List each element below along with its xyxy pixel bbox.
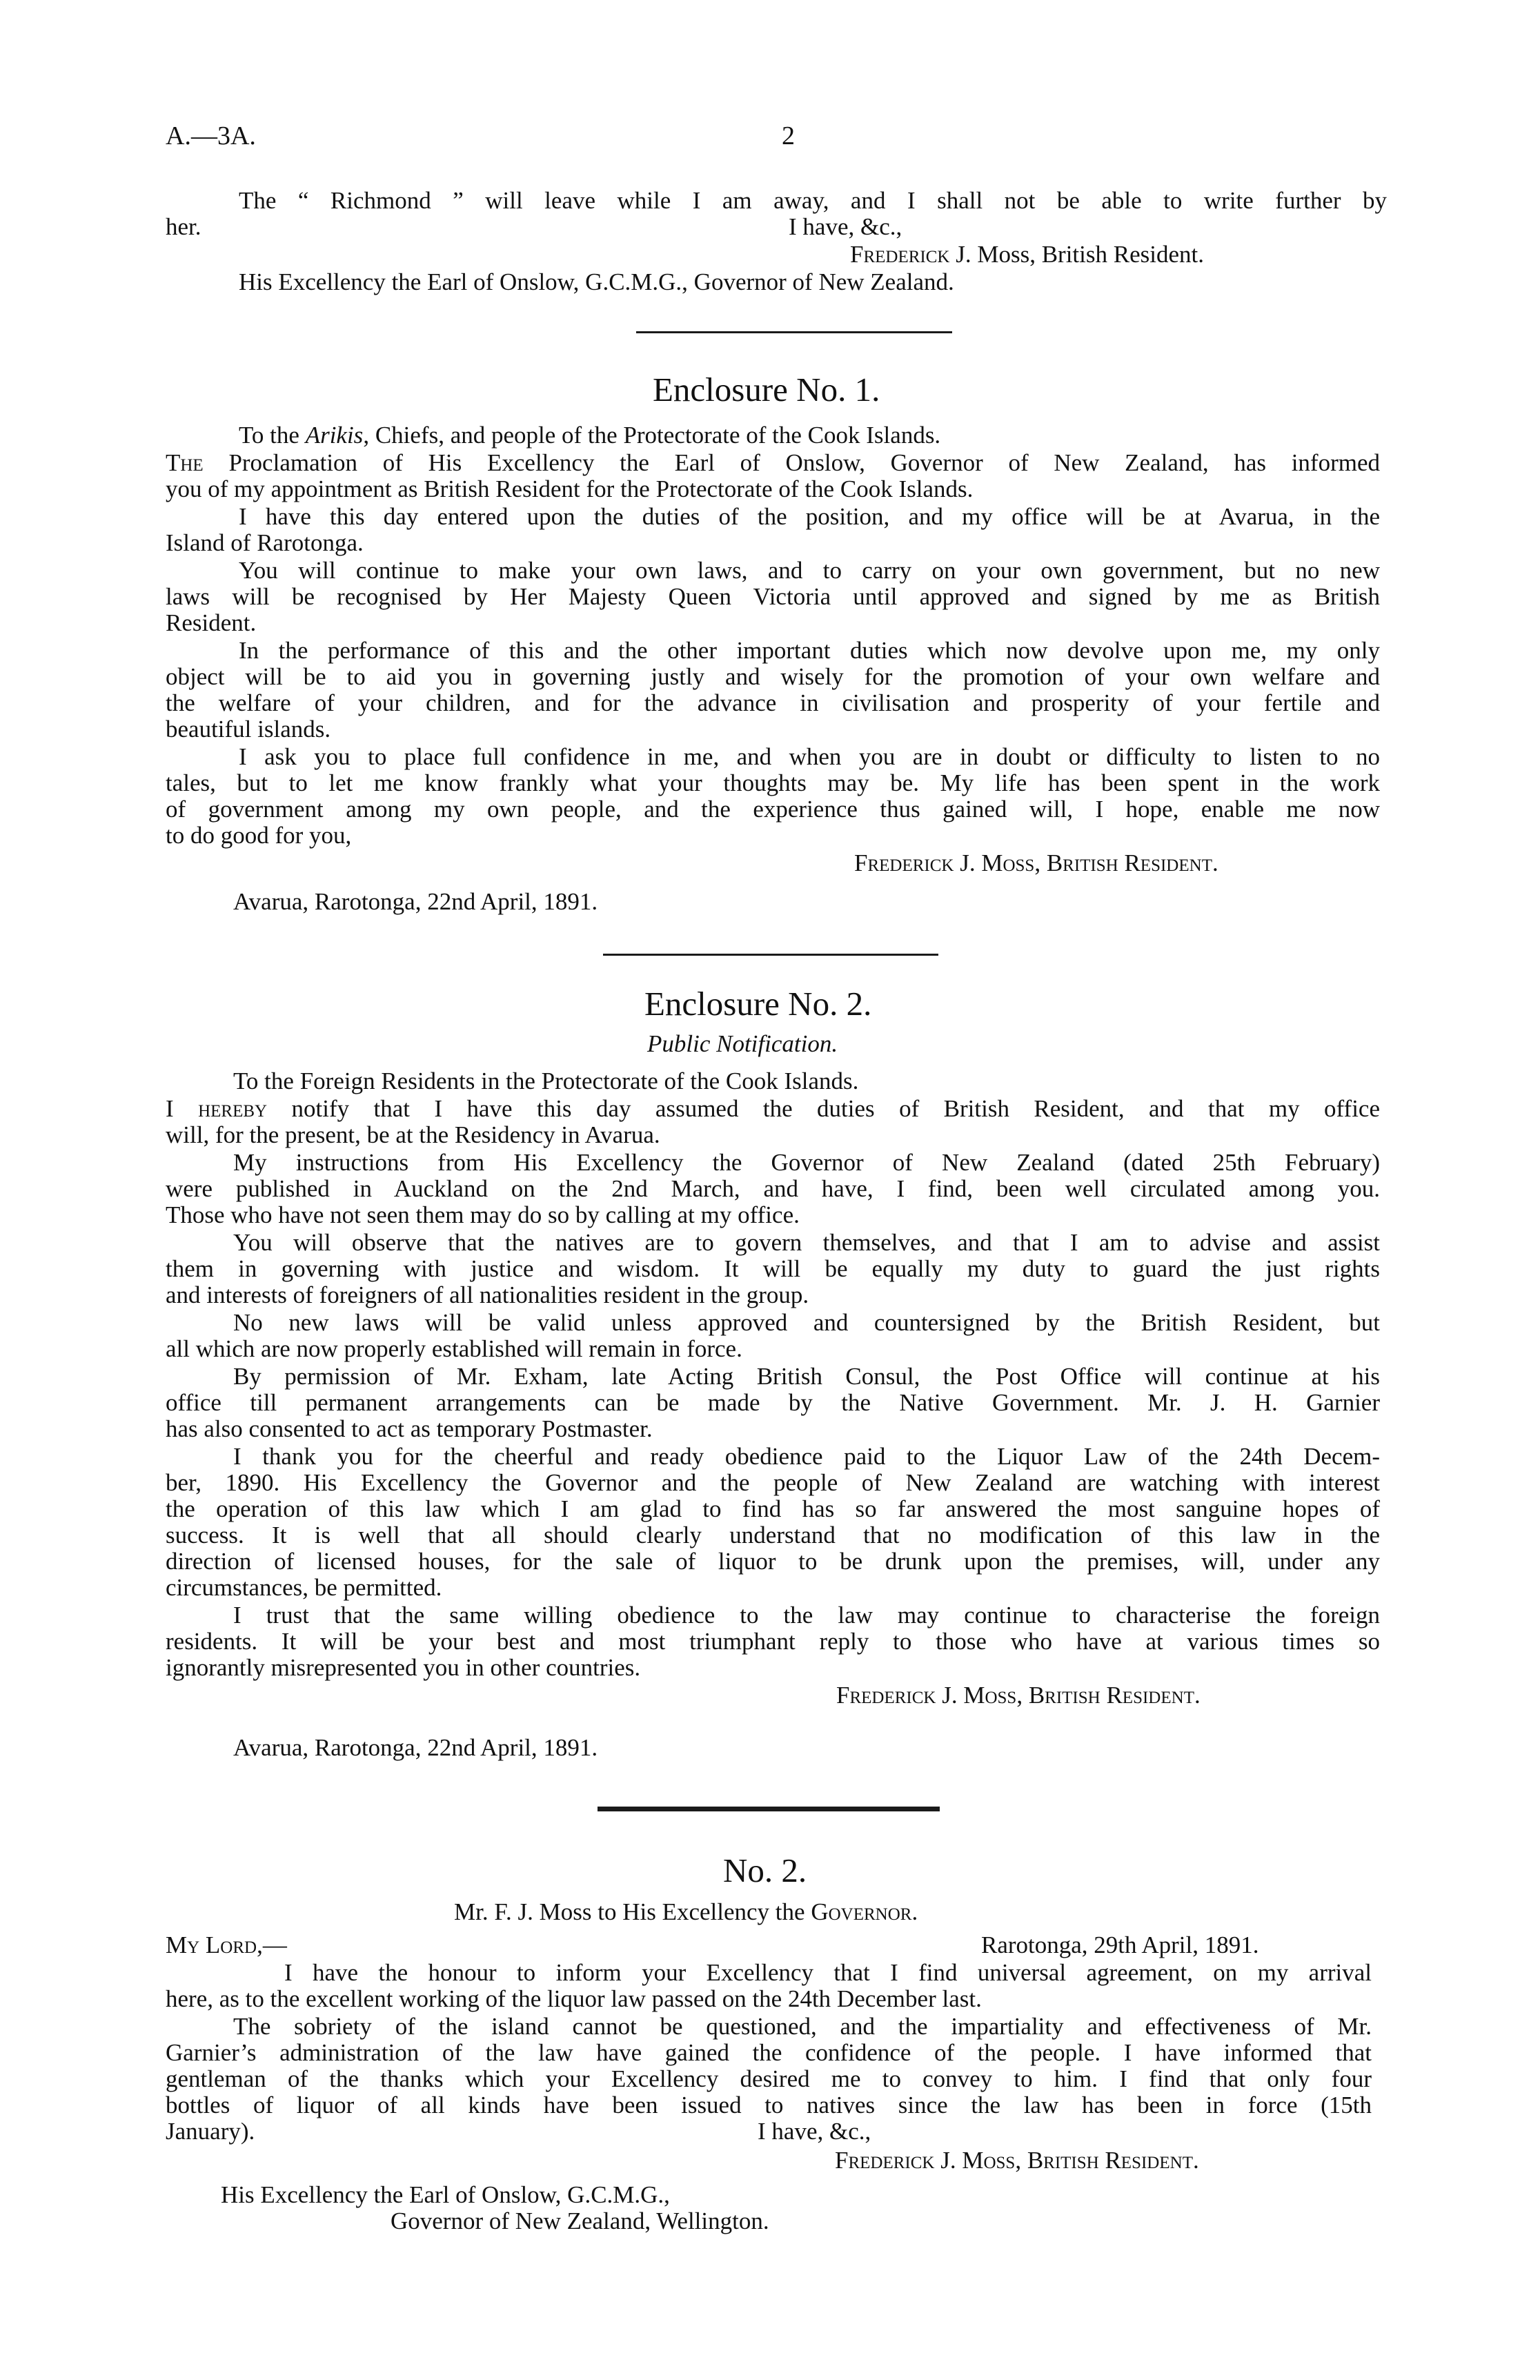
no2-signature: Frederick J. Moss, British Resident. [835,2147,1199,2174]
enclosure-2-to-line: To the Foreign Residents in the Protectorate of the Cook Islands. [233,1068,859,1094]
enclosure-2-line: I hereby notify that I have this day assumed the duties of British Resident, and that my office [166,1095,1380,1122]
enclosure-2-line: I trust that the same willing obedience to the law may continue to characterise the foreign [233,1602,1380,1629]
divider-1 [636,331,952,333]
no2-line: bottles of liquor of all kinds have been issued to natives since the law has been in force (15th [166,2092,1372,2118]
enclosure-1-line: The Proclamation of His Excellency the Earl of Onslow, Governor of New Zealand, has informed [166,449,1380,476]
enclosure-2-line: direction of licensed houses, for the sale of liquor to be drunk upon the premises, will, under any [166,1548,1380,1575]
page-number: 2 [782,121,795,150]
enclosure-2-line: residents. It will be your best and most triumphant reply to those who have at various times so [166,1628,1380,1655]
no2-salutation: My Lord,— [166,1931,287,1958]
enclosure-2-line: were published in Auckland on the 2nd March, and have, I find, been well circulated among you. [166,1175,1380,1202]
enclosure-1-line: tales, but to let me know frankly what your thoughts may be. My life has been spent in the work [166,769,1380,796]
enclosure-2-line: ber, 1890. His Excellency the Governor and the people of New Zealand are watching with interest [166,1469,1380,1496]
no2-line: January). [166,2118,255,2145]
no2-addressee-line-1: His Excellency the Earl of Onslow, G.C.M.G., [221,2181,670,2208]
enclosure-1-line: to do good for you, [166,822,352,849]
enclosure-2-line: Those who have not seen them may do so by calling at my office. [166,1201,800,1228]
enclosure-2-line: office till permanent arrangements can be made by the Native Government. Mr. J. H. Garnier [166,1389,1380,1416]
enclosure-1-line: object will be to aid you in governing justly and wisely for the promotion of your own welfare and [166,663,1380,690]
enclosure-2-line: the operation of this law which I am glad to find has so far answered the most sanguine hopes of [166,1495,1380,1522]
enclosure-2-line: circumstances, be permitted. [166,1574,442,1601]
enclosure-2-line: them in governing with justice and wisdom. It will be equally my duty to guard the just rights [166,1255,1380,1282]
enclosure-1-line: Island of Rarotonga. [166,529,364,556]
no2-closing: I have, &c., [758,2118,871,2145]
enclosure-1-title: Enclosure No. 1. [653,371,880,409]
enclosure-1-line: laws will be recognised by Her Majesty Queen Victoria until approved and signed by me as British [166,583,1380,610]
document-reference: A.—3A. [166,121,256,150]
enclosure-2-signature: Frederick J. Moss, British Resident. [836,1682,1201,1709]
enclosure-1-line: Resident. [166,609,257,636]
intro-signature-rest: J. Moss, British Resident. [949,241,1204,268]
enclosure-2-line: My instructions from His Excellency the Governor of New Zealand (dated 25th February) [233,1149,1380,1176]
intro-line-2-left: her. [166,213,201,240]
enclosure-1-signature: Frederick J. Moss, British Resident. [854,849,1218,876]
divider-3 [598,1807,940,1811]
enclosure-2-line: all which are now properly established will remain in force. [166,1335,742,1362]
enclosure-1-line: of government among my own people, and the experience thus gained will, I hope, enable me now [166,796,1380,823]
intro-line-2-right: I have, &c., [789,213,902,240]
no2-line: here, as to the excellent working of the liquor law passed on the 24th December last. [166,1985,982,2012]
enclosure-1-line: You will continue to make your own laws, and to carry on your own government, but no new [239,557,1380,584]
enclosure-2-line: I thank you for the cheerful and ready obedience paid to the Liquor Law of the 24th Decem- [233,1443,1380,1470]
enclosure-2-subtitle: Public Notification. [647,1030,838,1057]
enclosure-2-line: ignorantly misrepresented you in other countries. [166,1654,641,1681]
enclosure-2-line: You will observe that the natives are to govern themselves, and that I am to advise and assist [233,1229,1380,1256]
no2-line: I have the honour to inform your Excellency that I find universal agreement, on my arrival [284,1959,1372,1986]
enclosure-2-line: No new laws will be valid unless approved and countersigned by the British Resident, but [233,1309,1380,1336]
no2-line: gentleman of the thanks which your Excellency desired me to convey to him. I find that only four [166,2065,1372,2092]
enclosure-1-to-line: To the Arikis, Chiefs, and people of the Protectorate of the Cook Islands. [239,422,941,449]
intro-signature-name: Frederick [850,241,950,268]
no2-line: The sobriety of the island cannot be questioned, and the impartiality and effectiveness of Mr. [233,2013,1372,2040]
enclosure-2-line: has also consented to act as temporary Postmaster. [166,1415,653,1442]
enclosure-1-line: In the performance of this and the other important duties which now devolve upon me, my only [239,637,1380,664]
enclosure-2-title: Enclosure No. 2. [644,985,872,1023]
no2-from-to: Mr. F. J. Moss to His Excellency the Governor. [454,1898,918,1925]
intro-signature [850,242,1204,268]
enclosure-1-line: beautiful islands. [166,716,331,742]
enclosure-1-line: I ask you to place full confidence in me, and when you are in doubt or difficulty to listen to no [239,743,1380,770]
enclosure-1-line: I have this day entered upon the duties of the position, and my office will be at Avarua, in the [239,503,1380,530]
intro-line-1: The “ Richmond ” will leave while I am away, and I shall not be able to write further by [239,187,1387,214]
no2-addressee-line-2: Governor of New Zealand, Wellington. [391,2207,769,2234]
enclosure-2-line: By permission of Mr. Exham, late Acting British Consul, the Post Office will continue at his [233,1363,1380,1390]
divider-2 [603,954,938,956]
enclosure-2-line: success. It is well that all should clearly understand that no modification of this law in the [166,1522,1380,1548]
enclosure-1-line: the welfare of your children, and for the advance in civilisation and prosperity of your fertile and [166,689,1380,716]
no2-place-date: Rarotonga, 29th April, 1891. [981,1931,1259,1958]
enclosure-1-place-date: Avarua, Rarotonga, 22nd April, 1891. [233,888,598,915]
no2-line: Garnier’s administration of the law have gained the confidence of the people. I have informed that [166,2039,1372,2066]
no2-title: No. 2. [723,1851,807,1889]
intro-addressee: His Excellency the Earl of Onslow, G.C.M.G., Governor of New Zealand. [239,268,954,295]
enclosure-2-line: will, for the present, be at the Residency in Avarua. [166,1121,660,1148]
enclosure-2-line: and interests of foreigners of all nationalities resident in the group. [166,1281,809,1308]
enclosure-2-place-date: Avarua, Rarotonga, 22nd April, 1891. [233,1734,598,1761]
enclosure-1-line: you of my appointment as British Resident for the Protectorate of the Cook Islands. [166,475,974,502]
